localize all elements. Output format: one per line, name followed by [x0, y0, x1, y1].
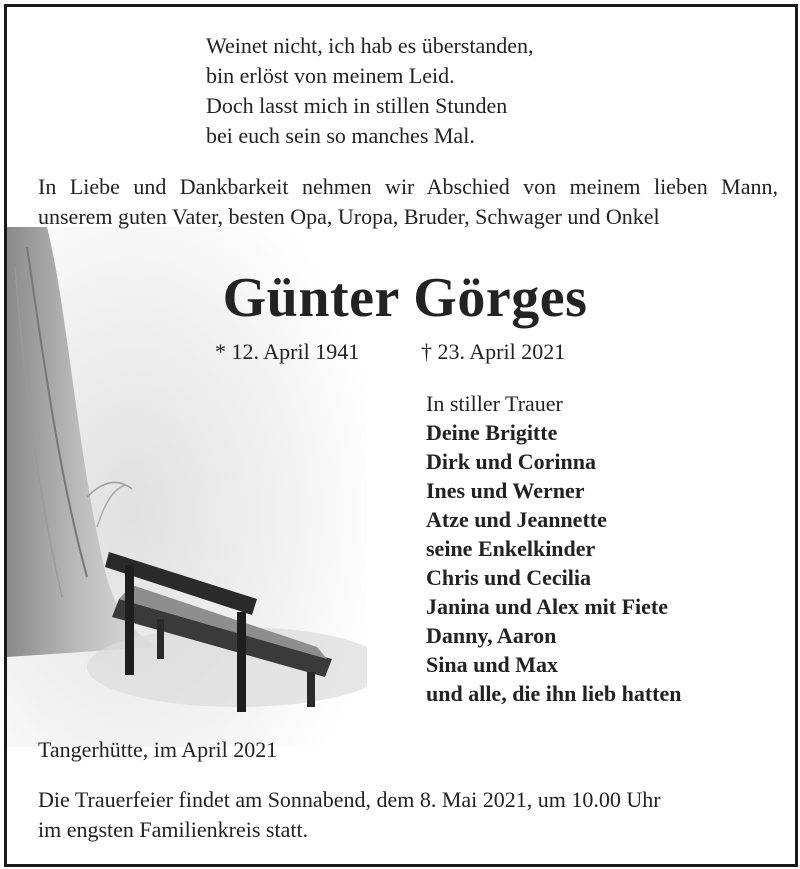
poem-line: bin erlöst von meinem Leid. [206, 63, 455, 88]
mourner-name: Danny, Aaron [426, 623, 557, 648]
poem-line: Doch lasst mich in stillen Stunden [206, 93, 508, 118]
obituary-notice [4, 4, 798, 867]
poem-line: bei euch sein so manches Mal. [206, 123, 475, 148]
mourners-list [426, 389, 682, 708]
mourner-name: Chris und Cecilia [426, 565, 592, 590]
mourner-name: Dirk und Corinna [426, 449, 596, 474]
mourner-name: Sina und Max [426, 652, 559, 677]
poem [206, 31, 534, 151]
funeral-line: Die Trauerfeier findet am Sonnabend, dem 8. Mai 2021, um 10.00 Uhr [38, 787, 661, 812]
mourner-name: Janina und Alex mit Fiete [426, 594, 669, 619]
mourner-name: Atze und Jeannette [426, 507, 607, 532]
mourners-heading: In stiller Trauer [426, 391, 563, 416]
funeral-notice [38, 785, 778, 845]
deceased-name: Günter Görges [222, 267, 588, 329]
mourner-name: Deine Brigitte [426, 420, 558, 445]
mourner-name: Ines und Werner [426, 478, 585, 503]
poem-line: Weinet nicht, ich hab es überstanden, [206, 33, 534, 58]
intro-text: In Liebe und Dankbarkeit nehmen wir Abschied von meinem lieben Mann, unserem guten Vater, besten Opa, Uropa, Bruder, Schwager und Onkel [38, 174, 778, 229]
mourner-name: und alle, die ihn lieb hatten [426, 681, 682, 706]
birth-date: * 12. April 1941 [215, 339, 360, 364]
death-date: † 23. April 2021 [421, 339, 566, 364]
place-date: Tangerhütte, im April 2021 [38, 737, 278, 762]
funeral-line: im engsten Familienkreis statt. [38, 817, 309, 842]
mourner-name: seine Enkelkinder [426, 536, 596, 561]
